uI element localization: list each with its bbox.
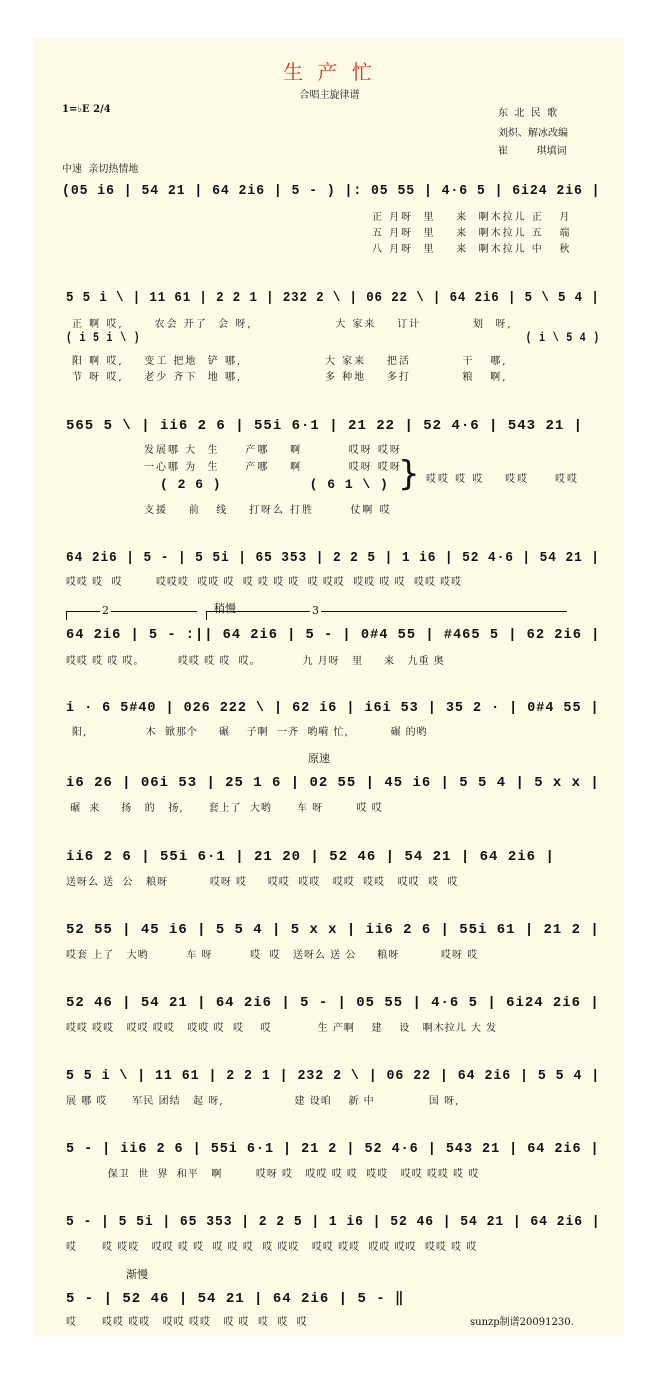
lyric-line-3-verse-1: 发展哪 大 生 产哪 啊 哎呀 哎呀 bbox=[144, 445, 402, 456]
lyric-line-8: 送呀么 送 公 粮呀 哎呀 哎 哎哎 哎哎 哎哎 哎哎 哎哎 哎 哎 bbox=[66, 877, 459, 888]
lyric-line-3-verse-3: 支援 前 线 打呀么 打胜 仗啊 哎 bbox=[144, 505, 392, 516]
lyric-line-11: 展 哪 哎 军民 团结 起 呀, 建 设咱 新 中 国 呀, bbox=[66, 1096, 460, 1107]
notation-line-8: ii6 2 6 | 55i 6·1 | 21 20 | 52 46 | 54 21 | 64 2i6 | bbox=[66, 849, 555, 865]
credit-line-1: 东 北 民 歌 bbox=[498, 108, 558, 119]
notation-line-14: 5 - | 52 46 | 54 21 | 64 2i6 | 5 - ‖ bbox=[66, 1291, 405, 1307]
notation-line-11: 5 5 i \ | 11 61 | 2 2 1 | 232 2 \ | 06 22 | 64 2i6 | 5 5 4 | bbox=[66, 1068, 601, 1084]
notation-line-2-alt: ( i 5 i \ ) ( i \ 5 4 ) bbox=[66, 330, 600, 345]
volta-number-2: 3 bbox=[312, 604, 319, 617]
lyric-line-1-verse-2: 五 月呀 里 来 啊木拉儿 五 端 bbox=[372, 228, 572, 239]
notation-line-6: i · 6 5#40 | 026 222 \ | 62 i6 | i6i 53 | 35 2 · | 0#4 55 | bbox=[66, 700, 600, 716]
lyric-line-2-verse-2: 阳 啊 哎, 变工 把地 铲 哪, 大 家来 把活 干 哪, bbox=[72, 356, 508, 367]
lyric-line-1-verse-1: 正 月呀 里 来 啊木拉儿 正 月 bbox=[372, 212, 572, 223]
lyric-line-3-side: 哎哎 哎 哎 哎哎 哎哎 bbox=[426, 474, 579, 485]
notation-line-9: 52 55 | 45 i6 | 5 5 4 | 5 x x | ii6 2 6 | 55i 61 | 21 2 | bbox=[66, 922, 600, 938]
footer-credit: sunzp制谱20091230. bbox=[470, 1317, 574, 1328]
tempo-gradually-slow: 渐慢 bbox=[126, 1268, 148, 1281]
lyric-line-5: 哎哎 哎 哎 哎。 哎哎 哎 哎 哎。 九 月呀 里 来 九重 奥 bbox=[66, 656, 445, 667]
tempo-marking: 中速 亲切热情地 bbox=[62, 164, 139, 175]
credit-line-2: 刘炽、解冰改编 bbox=[498, 128, 568, 139]
lyric-line-2-verse-1: 正 啊 哎, 农会 开了 会 呀, 大 家来 订计 划 呀, bbox=[72, 319, 513, 330]
lyric-line-10: 哎哎 哎哎 哎哎 哎哎 哎哎 哎 哎 哎 生 产啊 建 设 啊木拉儿 大 发 bbox=[66, 1023, 498, 1034]
lyric-line-3-verse-2: 一心哪 为 生 产哪 啊 哎呀 哎呀 bbox=[144, 462, 402, 473]
notation-line-13: 5 - | 5 5i | 65 353 | 2 2 5 | 1 i6 | 52 46 | 54 21 | 64 2i6 | bbox=[66, 1214, 601, 1230]
lyric-line-6: 阳, 木 锨那个 碾 子啊 一齐 哟嗬 忙, 碾 的哟 bbox=[72, 727, 428, 738]
credit-line-3: 崔 琪填词 bbox=[498, 146, 567, 157]
lyric-line-1-verse-3: 八 月呀 里 来 啊木拉儿 中 秋 bbox=[372, 244, 572, 255]
key-signature: 1=♭E 2/4 bbox=[62, 104, 111, 115]
lyric-line-7: 碾 来 扬 的 扬, 套上了 大哟 车 呀 哎 哎 bbox=[70, 803, 383, 814]
notation-line-2: 5 5 i \ | 11 61 | 2 2 1 | 232 2 \ | 06 22 \ | 64 2i6 | 5 \ 5 4 | bbox=[66, 290, 600, 306]
tempo-slow: 稍慢 bbox=[214, 602, 236, 615]
lyric-line-2-verse-3: 节 呀 哎, 老少 齐下 地 哪, 多 种地 多打 粮 啊, bbox=[72, 372, 508, 383]
page-title: 生 产 忙 bbox=[283, 60, 376, 84]
notation-line-3: 565 5 \ | ii6 2 6 | 55i 6·1 | 21 22 | 52 4·6 | 543 21 | bbox=[66, 418, 584, 434]
volta-bracket-2 bbox=[206, 611, 567, 620]
notation-line-12: 5 - | ii6 2 6 | 55i 6·1 | 21 2 | 52 4·6 | 543 21 | 64 2i6 | bbox=[66, 1141, 600, 1157]
volta-bracket-1 bbox=[66, 611, 197, 620]
notation-line-4: 64 2i6 | 5 - | 5 5i | 65 353 | 2 2 5 | 1 i6 | 52 4·6 | 54 21 | bbox=[66, 550, 600, 566]
notation-line-5: 64 2i6 | 5 - :|| 64 2i6 | 5 - | 0#4 55 | #465 5 | 62 2i6 | bbox=[66, 627, 601, 643]
lyric-line-13: 哎 哎 哎哎 哎哎 哎 哎 哎 哎 哎 哎 哎哎 哎哎 哎哎 哎哎 哎哎 哎哎 哎 哎 bbox=[66, 1242, 478, 1253]
lyric-line-9: 哎套 上了 大哟 车 呀 哎 哎 送呀么 送 公 粮呀 哎呀 哎 bbox=[66, 950, 479, 961]
lyric-line-12: 保卫 世 界 和平 啊 哎呀 哎 哎哎 哎 哎 哎哎 哎哎 哎哎 哎 哎 bbox=[66, 1169, 480, 1180]
notation-line-3-alt: ( 2 6 ) ( 6 1 \ ) bbox=[160, 477, 389, 492]
notation-line-1: (05 i6 | 54 21 | 64 2i6 | 5 - ) |: 05 55 | 4·6 5 | 6i24 2i6 | bbox=[62, 183, 601, 199]
tempo-original: 原速 bbox=[308, 752, 330, 765]
page-subtitle: 合唱主旋律谱 bbox=[299, 90, 360, 101]
lyric-line-4: 哎哎 哎 哎 哎哎哎 哎哎 哎 哎 哎 哎 哎 哎 哎哎 哎哎 哎 哎 哎哎 哎哎 bbox=[66, 577, 463, 588]
volta-number-1: 2 bbox=[102, 604, 109, 617]
lyric-line-14: 哎 哎哎 哎哎 哎哎 哎哎 哎 哎 哎 哎 哎 bbox=[66, 1317, 308, 1328]
notation-line-7: i6 26 | 06i 53 | 25 1 6 | 02 55 | 45 i6 | 5 5 4 | 5 x x | bbox=[66, 775, 600, 791]
brace: } bbox=[398, 454, 420, 494]
notation-line-10: 52 46 | 54 21 | 64 2i6 | 5 - | 05 55 | 4·6 5 | 6i24 2i6 | bbox=[66, 995, 600, 1011]
